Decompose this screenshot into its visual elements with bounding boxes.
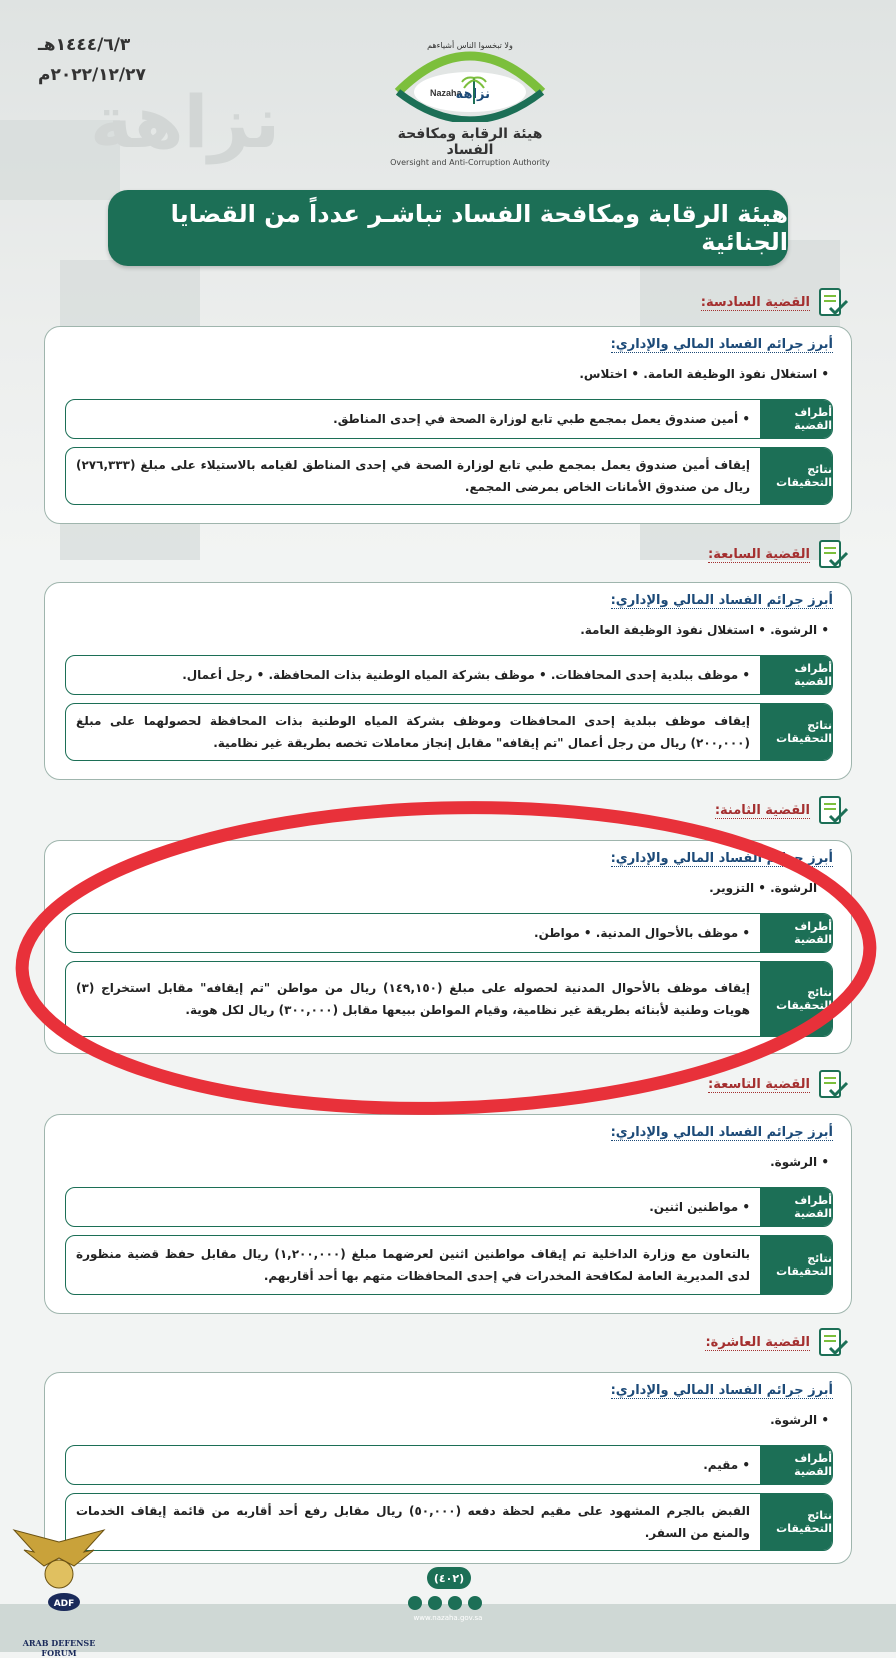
case-heading-10 xyxy=(705,1326,850,1360)
crimes-list: • استغلال نفوذ الوظيفة العامة. • اختلاس. xyxy=(579,367,829,381)
gregorian-date: ٢٠٢٢/١٢/٢٧م xyxy=(38,65,146,85)
parties-tag: أطراف القضية xyxy=(760,1188,832,1226)
youtube-icon[interactable] xyxy=(448,1596,462,1610)
crimes-title: أبرز جرائم الفساد المالي والإداري: xyxy=(610,337,833,352)
parties-text: • مقيم. xyxy=(703,1458,750,1472)
crimes-list: • الرشوة. xyxy=(770,1155,829,1169)
parties-row xyxy=(65,1445,833,1485)
parties-text: • أمين صندوق يعمل بمجمع طبي تابع لوزارة الصحة في إحدى المناطق. xyxy=(333,412,750,426)
checklist-icon xyxy=(816,1068,850,1102)
parties-row xyxy=(65,1187,833,1227)
results-tag: نتائج التحقيقات xyxy=(760,1236,832,1294)
authority-name-en: Oversight and Anti-Corruption Authority xyxy=(390,158,550,167)
case-card-8 xyxy=(44,840,852,1054)
case-heading-8 xyxy=(715,794,850,828)
eagle-emblem-icon xyxy=(4,1522,114,1634)
parties-text: • موظف ببلدية إحدى المحافظات. • موظف بشركة المياه الوطنية بذات المحافظة. • رجل أعمال. xyxy=(182,668,750,682)
results-tag: نتائج التحقيقات xyxy=(760,962,832,1036)
results-tag: نتائج التحقيقات xyxy=(760,704,832,760)
crimes-title: أبرز جرائم الفساد المالي والإداري: xyxy=(610,1383,833,1398)
case-heading-7 xyxy=(708,538,850,572)
results-text: إيقاف موظف بالأحوال المدنية لحصوله على مبلغ (١٤٩,١٥٠) ريال من مواطن "تم إيقافه" مقابل استخراج (٣) هويات وطنية لأبنائه بطريقة غير نظامية، وقيام المواطن ببيعها مقابل (٣٠٠,٠٠٠) ريال لكل هوية. xyxy=(76,981,750,1017)
page-number: (٤٠٢) xyxy=(427,1567,471,1589)
case-heading-label: القضية السادسة: xyxy=(700,295,810,310)
social-icons xyxy=(408,1596,482,1610)
nazaha-logo xyxy=(380,30,560,167)
results-row xyxy=(65,1493,833,1551)
checklist-icon xyxy=(816,1326,850,1360)
crimes-list: • الرشوة. xyxy=(770,1413,829,1427)
watermark-text: نزاهة xyxy=(90,80,281,164)
case-card-6 xyxy=(44,326,852,524)
parties-tag: أطراف القضية xyxy=(760,914,832,952)
website-url: www.nazaha.gov.sa xyxy=(413,1614,483,1622)
crimes-title: أبرز جرائم الفساد المالي والإداري: xyxy=(610,851,833,866)
crimes-title: أبرز جرائم الفساد المالي والإداري: xyxy=(610,593,833,608)
parties-text: • موظف بالأحوال المدنية. • مواطن. xyxy=(534,926,750,940)
case-heading-6 xyxy=(701,286,850,320)
results-row xyxy=(65,703,833,761)
parties-row xyxy=(65,655,833,695)
case-heading-label: القضية السابعة: xyxy=(708,547,810,562)
parties-tag: أطراف القضية xyxy=(760,1446,832,1484)
footer-bar xyxy=(0,1604,896,1652)
logo-arc-text: ولا تبخسوا الناس أشياءهم xyxy=(427,41,513,50)
crimes-list: • الرشوة. • التزوير. xyxy=(709,881,829,895)
parties-row xyxy=(65,399,833,439)
results-row xyxy=(65,961,833,1037)
parties-text: • مواطنين اثنين. xyxy=(649,1200,750,1214)
logo-en-word: Nazaha xyxy=(430,88,462,98)
instagram-icon[interactable] xyxy=(428,1596,442,1610)
snapchat-icon[interactable] xyxy=(468,1596,482,1610)
twitter-icon[interactable] xyxy=(408,1596,422,1610)
results-row xyxy=(65,1235,833,1295)
case-card-9 xyxy=(44,1114,852,1314)
parties-row xyxy=(65,913,833,953)
parties-tag: أطراف القضية xyxy=(760,400,832,438)
results-text: إيقاف أمين صندوق يعمل بمجمع طبي تابع لوزارة الصحة في إحدى المناطق لقيامه بالاستيلاء على مبلغ (٢٧٦,٣٣٣) ريال من صندوق الأمانات الخاص بمرضى المجمع. xyxy=(76,458,750,494)
results-tag: نتائج التحقيقات xyxy=(760,448,832,504)
case-card-7 xyxy=(44,582,852,780)
authority-name-ar: هيئة الرقابة ومكافحة الفساد xyxy=(397,126,543,158)
forum-logo xyxy=(4,1522,114,1658)
results-text: بالتعاون مع وزارة الداخلية تم إيقاف مواطنين اثنين لعرضهما مبلغ (١,٢٠٠,٠٠٠) ريال مقابل حفظ قضية منظورة لدى المديرية العامة لمكافحة المخدرات في إحدى المحافظات متهم بها أحد أقاربهم. xyxy=(76,1247,750,1283)
case-heading-label: القضية الثامنة: xyxy=(714,803,810,818)
case-heading-9 xyxy=(708,1068,850,1102)
crimes-list: • الرشوة. • استغلال نفوذ الوظيفة العامة. xyxy=(580,623,829,637)
case-heading-label: القضية التاسعة: xyxy=(708,1077,810,1092)
page-title: هيئة الرقابة ومكافحة الفساد تباشـر عدداً من القضايا الجنائية xyxy=(108,190,788,266)
results-text: إيقاف موظف ببلدية إحدى المحافظات وموظف بشركة المياه الوطنية بذات المحافظة لحصولهما على مبلغ (٢٠٠,٠٠٠) ريال من رجل أعمال "تم إيقافه" مقابل إنجاز معاملات تخصه بطريقة غير نظامية. xyxy=(76,714,750,750)
nazaha-emblem-icon xyxy=(390,30,550,122)
forum-name: ARAB DEFENSE FORUM xyxy=(22,1638,96,1658)
checklist-icon xyxy=(816,286,850,320)
checklist-icon xyxy=(816,538,850,572)
forum-badge: ADF xyxy=(53,1599,75,1609)
results-tag: نتائج التحقيقات xyxy=(760,1494,832,1550)
hijri-date: ١٤٤٤/٦/٣هـ xyxy=(38,35,131,55)
case-card-10 xyxy=(44,1372,852,1564)
results-row xyxy=(65,447,833,505)
results-text: القبض بالجرم المشهود على مقيم لحظة دفعه (٥٠,٠٠٠) ريال مقابل رفع أحد أقاربه من قائمة إيقاف الخدمات والمنع من السفر. xyxy=(76,1504,750,1540)
checklist-icon xyxy=(816,794,850,828)
crimes-title: أبرز جرائم الفساد المالي والإداري: xyxy=(610,1125,833,1140)
case-heading-label: القضية العاشرة: xyxy=(705,1335,810,1350)
parties-tag: أطراف القضية xyxy=(760,656,832,694)
logo-ar-word: نزاهة xyxy=(455,87,490,102)
dates xyxy=(38,30,146,90)
